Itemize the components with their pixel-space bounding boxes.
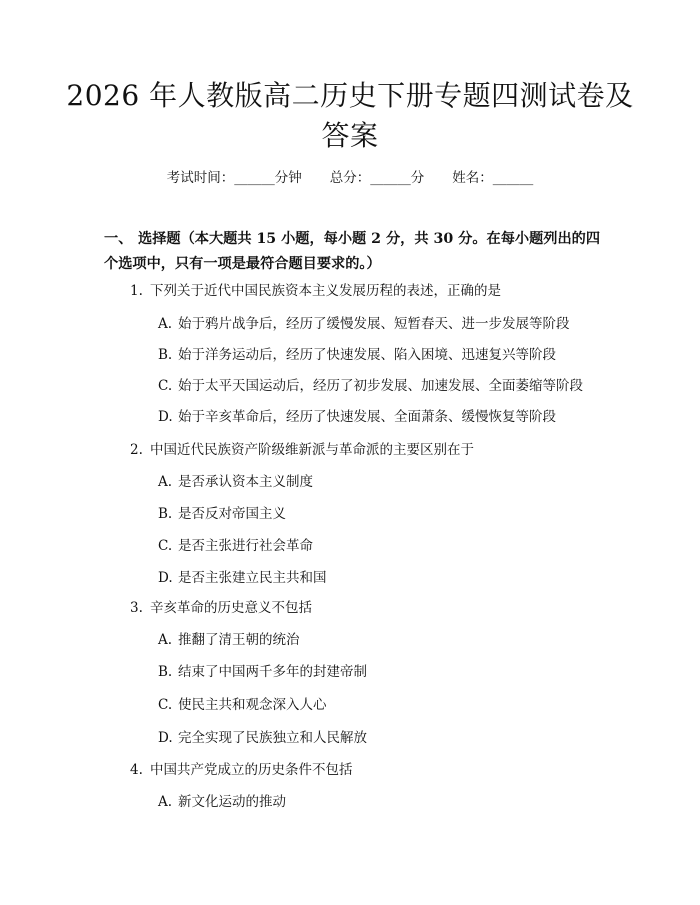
option-text: 结束了中国两千多年的封建帝制: [178, 664, 367, 680]
section-heading: [104, 227, 604, 277]
exam-info-line: [0, 168, 700, 188]
question-text: 下列关于近代中国民族资本主义发展历程的表述，正确的是: [150, 283, 501, 299]
option-text: 是否承认资本主义制度: [178, 474, 313, 490]
option-1c: [158, 376, 583, 396]
option-text: 是否反对帝国主义: [178, 506, 286, 522]
option-text: 始于鸦片战争后，经历了缓慢发展、短暂春天、进一步发展等阶段: [178, 316, 570, 332]
question-text: 中国近代民族资产阶级维新派与革命派的主要区别在于: [150, 442, 474, 458]
option-4a: [158, 792, 286, 812]
question-text: 中国共产党成立的历史条件不包括: [150, 762, 353, 778]
option-text: 始于洋务运动后，经历了快速发展、陷入困境、迅速复兴等阶段: [178, 347, 556, 363]
option-text: 新文化运动的推动: [178, 794, 286, 810]
option-label: C.: [158, 538, 173, 554]
option-label: B.: [158, 664, 173, 680]
option-label: D.: [158, 730, 173, 746]
question-3: [130, 598, 312, 618]
option-2c: [158, 536, 313, 556]
question-text: 辛亥革命的历史意义不包括: [150, 600, 312, 616]
option-text: 始于太平天国运动后，经历了初步发展、加速发展、全面萎缩等阶段: [178, 378, 583, 394]
option-1a: [158, 314, 570, 334]
option-label: A.: [158, 316, 173, 332]
document-title: 2026 年人教版高二历史下册专题四测试卷及答案: [66, 79, 634, 152]
option-2b: [158, 504, 286, 524]
option-label: C.: [158, 697, 173, 713]
question-2: [130, 440, 474, 460]
option-text: 推翻了清王朝的统治: [178, 632, 300, 648]
name-label: 姓名：______: [452, 170, 534, 186]
option-3d: [158, 728, 367, 748]
question-number: 2.: [130, 442, 143, 458]
option-3c: [158, 695, 327, 715]
question-1: [130, 281, 501, 301]
section-heading-text: 选择题（本大题共 15 小题，每小题 2 分，共 30 分。在每小题列出的四个选项中，只有一项是最符合题目要求的。）: [104, 231, 601, 272]
option-label: A.: [158, 632, 173, 648]
option-label: A.: [158, 794, 173, 810]
option-1d: [158, 407, 556, 427]
option-text: 完全实现了民族独立和人民解放: [178, 730, 367, 746]
option-label: A.: [158, 474, 173, 490]
option-2d: [158, 568, 327, 588]
option-1b: [158, 345, 556, 365]
option-text: 是否主张建立民主共和国: [178, 570, 327, 586]
section-number: 一、: [104, 231, 133, 247]
question-number: 4.: [130, 762, 143, 778]
option-3b: [158, 662, 367, 682]
option-text: 始于辛亥革命后，经历了快速发展、全面萧条、缓慢恢复等阶段: [178, 409, 556, 425]
total-score-label: 总分：______分: [329, 170, 425, 186]
question-number: 3.: [130, 600, 143, 616]
question-number: 1.: [130, 283, 143, 299]
option-text: 使民主共和观念深入人心: [178, 697, 327, 713]
option-text: 是否主张进行社会革命: [178, 538, 313, 554]
option-label: D.: [158, 570, 173, 586]
exam-time-label: 考试时间：______分钟: [166, 170, 302, 186]
option-2a: [158, 472, 313, 492]
option-label: C.: [158, 378, 173, 394]
option-label: B.: [158, 506, 173, 522]
option-3a: [158, 630, 300, 650]
question-4: [130, 760, 353, 780]
option-label: B.: [158, 347, 173, 363]
option-label: D.: [158, 409, 173, 425]
